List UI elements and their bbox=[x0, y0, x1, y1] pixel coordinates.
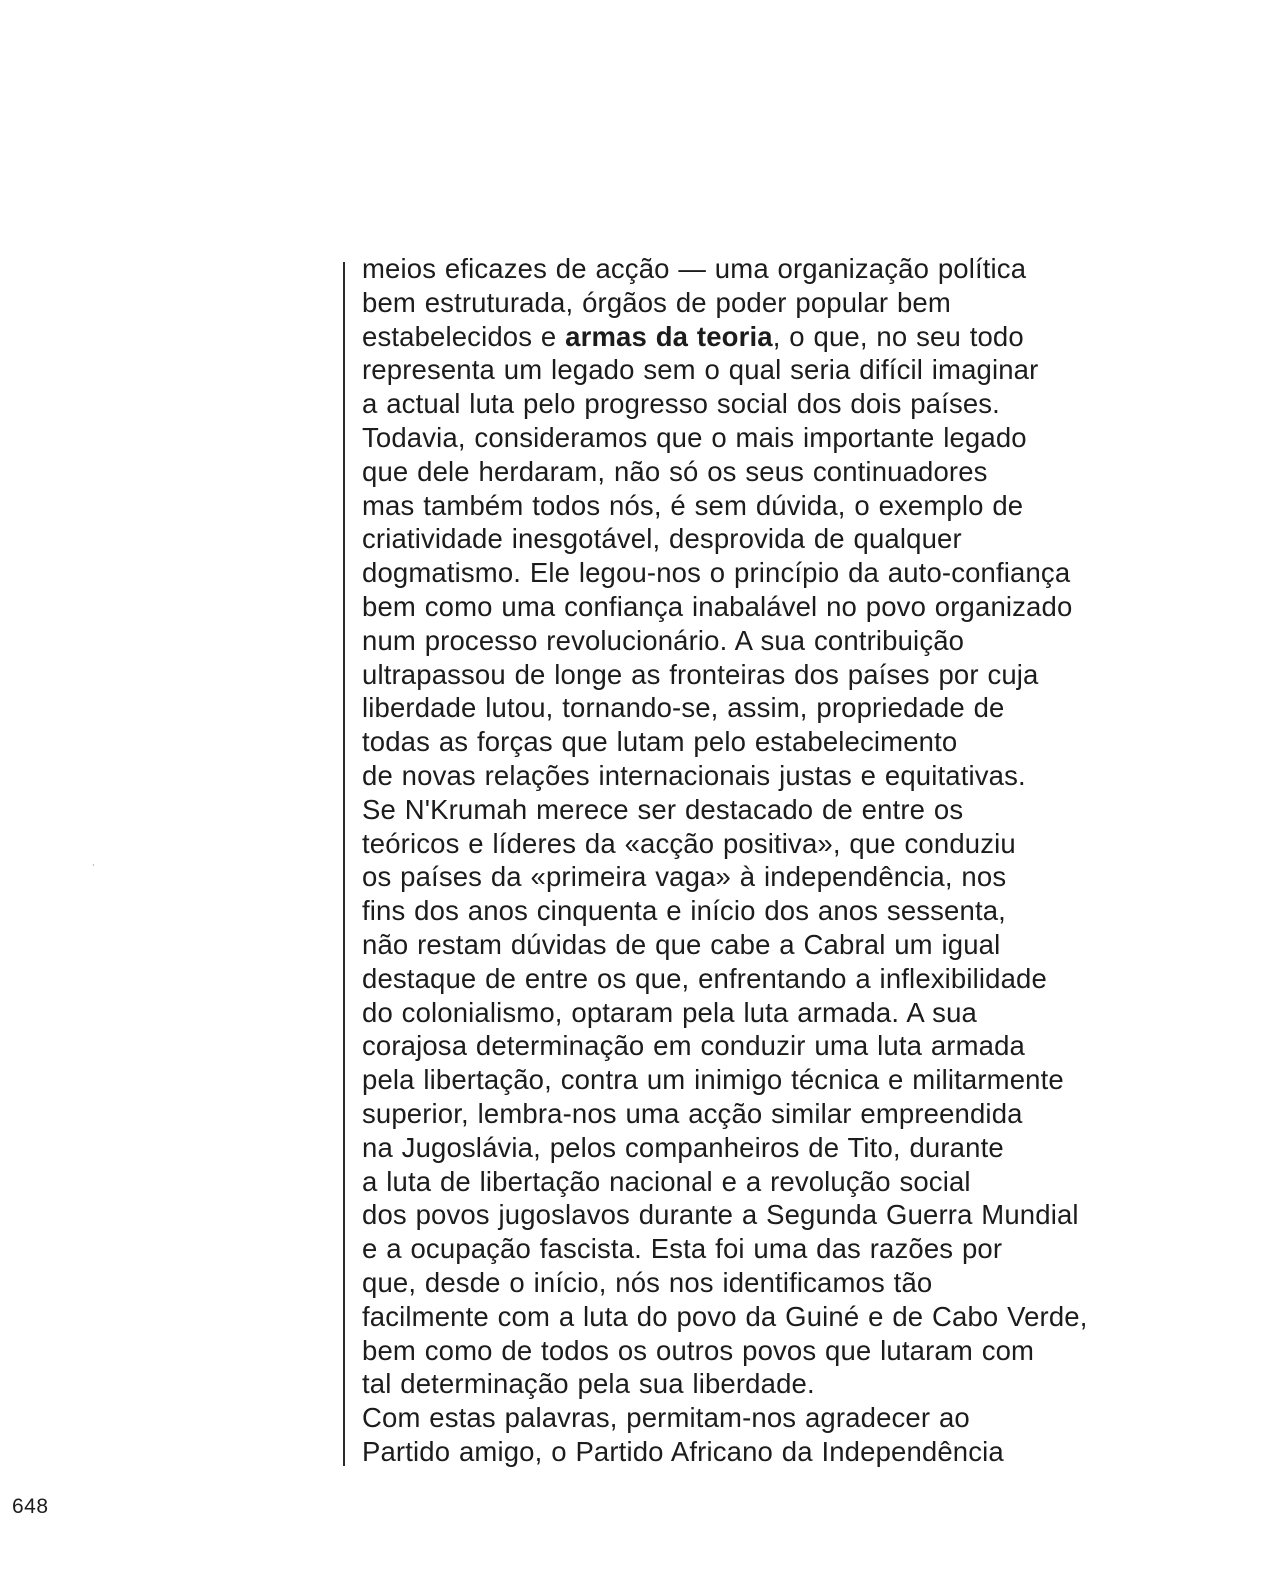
text-line-26: superior, lembra-nos uma acção similar empreendida bbox=[362, 1097, 1023, 1129]
text-line-13: ultrapassou de longe as fronteiras dos países por cuja bbox=[362, 658, 1039, 690]
text-line-29: dos povos jugoslavos durante a Segunda Guerra Mundial bbox=[362, 1199, 1079, 1231]
text-line-1: meios eficazes de acção — uma organização política bbox=[362, 253, 1027, 284]
text-line-22: destaque de entre os que, enfrentando a inflexibilidade bbox=[362, 962, 1047, 994]
text-line-9: criatividade inesgotável, desprovida de qualquer bbox=[362, 523, 962, 555]
body-text bbox=[362, 252, 1242, 1469]
text-line-11: bem como uma confiança inabalável no povo organizado bbox=[362, 590, 1073, 622]
text-line-21: não restam dúvidas de que cabe a Cabral um igual bbox=[362, 928, 1001, 960]
text-line-25: pela libertação, contra um inimigo técnica e militarmente bbox=[362, 1064, 1064, 1096]
text-line-33: bem como de todos os outros povos que lutaram com bbox=[362, 1334, 1035, 1366]
text-line-20: fins dos anos cinquenta e início dos anos sessenta, bbox=[362, 895, 1006, 927]
text-line-27: na Jugoslávia, pelos companheiros de Tito, durante bbox=[362, 1131, 1004, 1163]
text-line-7: que dele herdaram, não só os seus continuadores bbox=[362, 455, 988, 487]
text-line-10: dogmatismo. Ele legou-nos o princípio da auto-confiança bbox=[362, 557, 1071, 589]
text-line-24: corajosa determinação em conduzir uma luta armada bbox=[362, 1030, 1025, 1062]
text-line-32: facilmente com a luta do povo da Guiné e de Cabo Verde, bbox=[362, 1300, 1088, 1332]
text-line-3 bbox=[362, 320, 1242, 354]
text-line-3-end: , o que, no seu todo bbox=[772, 320, 1024, 352]
bold-phrase: armas da teoria bbox=[565, 320, 773, 352]
text-line-6: Todavia, consideramos que o mais importante legado bbox=[362, 421, 1027, 453]
text-line-2: bem estruturada, órgãos de poder popular bem bbox=[362, 286, 951, 318]
text-line-15: todas as forças que lutam pelo estabelecimento bbox=[362, 726, 958, 758]
text-line-36: Partido amigo, o Partido Africano da Independência bbox=[362, 1435, 1004, 1467]
text-line-8: mas também todos nós, é sem dúvida, o exemplo de bbox=[362, 489, 1024, 521]
text-line-31: que, desde o início, nós nos identificamos tão bbox=[362, 1266, 933, 1298]
text-line-23: do colonialismo, optaram pela luta armada. A sua bbox=[362, 996, 977, 1028]
text-line-4: representa um legado sem o qual seria difícil imaginar bbox=[362, 354, 1039, 386]
text-line-3-start: estabelecidos e bbox=[362, 320, 566, 352]
text-line-17: Se N'Krumah merece ser destacado de entre os bbox=[362, 793, 964, 825]
margin-rule bbox=[343, 262, 345, 1466]
text-line-12: num processo revolucionário. A sua contribuição bbox=[362, 624, 965, 656]
stray-mark: ˙ bbox=[92, 862, 96, 876]
text-line-34: tal determinação pela sua liberdade. bbox=[362, 1368, 815, 1400]
text-line-19: os países da «primeira vaga» à independência, nos bbox=[362, 861, 1007, 893]
text-line-35: Com estas palavras, permitam-nos agradecer ao bbox=[362, 1402, 970, 1434]
text-line-18: teóricos e líderes da «acção positiva», que conduziu bbox=[362, 827, 1016, 859]
text-line-16: de novas relações internacionais justas e equitativas. bbox=[362, 759, 1026, 791]
text-line-5: a actual luta pelo progresso social dos dois países. bbox=[362, 388, 1000, 420]
text-line-30: e a ocupação fascista. Esta foi uma das razões por bbox=[362, 1233, 1003, 1265]
text-line-28: a luta de libertação nacional e a revolução social bbox=[362, 1165, 971, 1197]
page-number: 648 bbox=[12, 1495, 49, 1518]
text-line-14: liberdade lutou, tornando-se, assim, propriedade de bbox=[362, 692, 1005, 724]
